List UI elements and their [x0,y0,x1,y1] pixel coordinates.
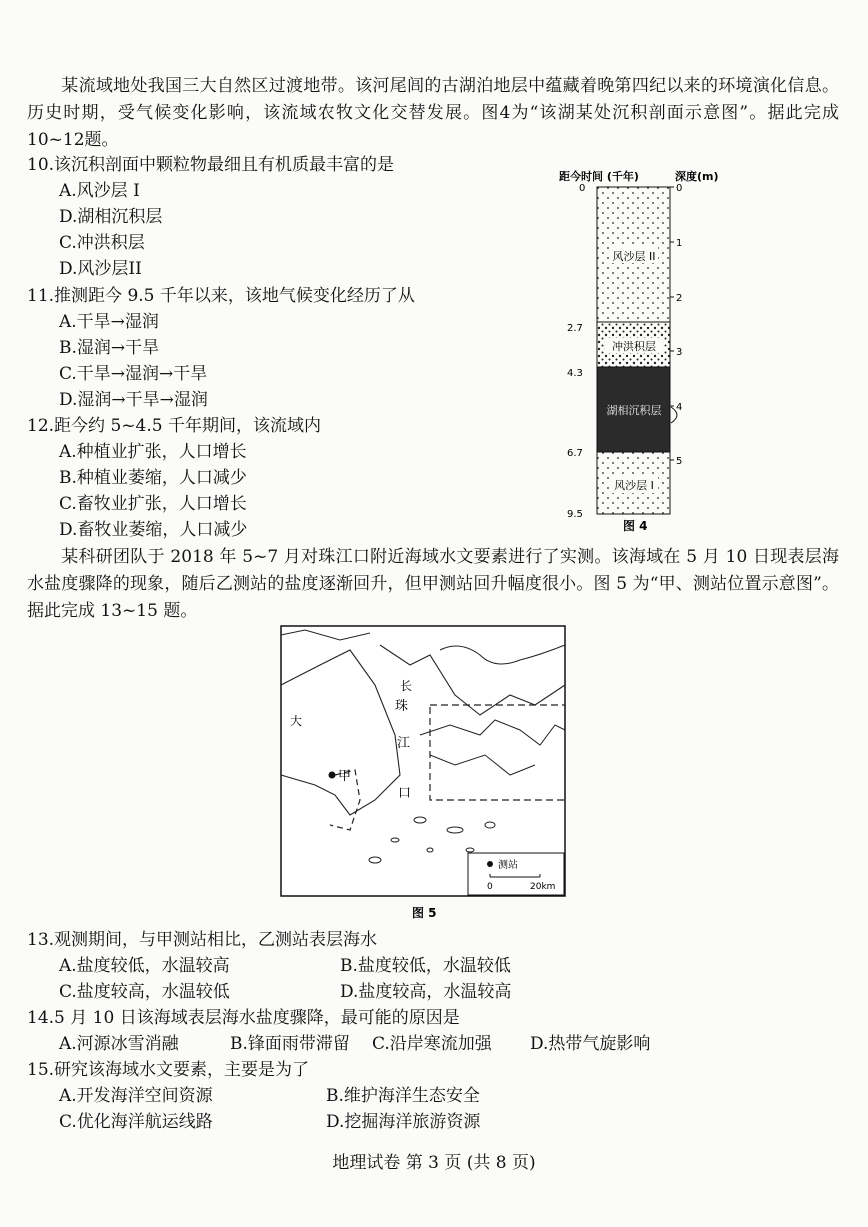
question-13-option-b: B.盐度较低，水温较低 [340,956,511,976]
question-14-stem: 14.5 月 10 日该海域表层海水盐度骤降，最可能的原因是 [27,1008,460,1028]
question-15-option-d: D.挖掘海洋旅游资源 [326,1112,481,1132]
label-sand-1: 风沙层 I [614,479,654,492]
question-11-option-a: A.干旱→湿润 [59,312,159,332]
passage-1 [27,73,839,154]
question-11-option-b: B.湿润→干旱 [59,338,160,358]
depth-tick-3: 3 [676,347,683,358]
map-char-chang: 长 [400,679,413,693]
question-12-option-b: B.种植业萎缩，人口减少 [59,468,247,488]
fig4-right-header: 深度(m) [675,170,719,183]
question-10-option-b: D.湖相沉积层 [59,207,163,227]
river-char-1: 珠 [395,699,409,714]
scale-length: 20km [530,882,556,892]
station-jia-label: 甲 [338,769,352,784]
station-jia-marker [329,772,336,779]
time-tick-0: 0 [579,183,586,194]
depth-tick-4: 4 [676,402,683,413]
passage-2-text: 某科研团队于 2018 年 5~7 月对珠江口附近海域水文要素进行了实测。该海域在 5 月 10 日现表层海水盐度骤降的现象，随后乙测站的盐度逐渐回升，但甲测站回升幅度很小。图 5 为“甲、测站位置示意图”。据此完成 13~15 题。 [27,547,839,621]
question-14-option-b: B.锋面雨带滞留 [230,1034,350,1054]
question-12-option-d: D.畜牧业萎缩，人口减少 [59,520,248,540]
question-15-option-b: B.维护海洋生态安全 [326,1086,480,1106]
depth-tick-1: 1 [676,238,683,249]
scale-zero: 0 [487,882,493,892]
depth-tick-0: 0 [676,183,683,194]
question-14-option-c: C.沿岸寒流加强 [372,1034,492,1054]
fig4-caption: 图 4 [623,519,648,533]
time-tick-2-7: 2.7 [567,323,583,334]
figure-5-station-map [280,625,568,925]
legend-station-label: 测站 [498,860,518,871]
label-lake: 湖相沉积层 [606,404,662,417]
river-char-2: 江 [397,736,411,751]
question-12-option-c: C.畜牧业扩张，人口增长 [59,494,247,514]
question-13-stem: 13.观测期间，与甲测站相比，乙测站表层海水 [27,930,378,950]
label-sand-2: 风沙层 II [612,250,656,263]
question-10-option-a: A.风沙层 I [59,181,140,201]
question-11-stem: 11.推测距今 9.5 千年以来，该地气候变化经历了从 [27,286,415,306]
question-13-option-a: A.盐度较低，水温较高 [59,956,230,976]
question-11-option-d: D.湿润→干旱→湿润 [59,390,208,410]
question-14-option-d: D.热带气旋影响 [530,1034,651,1054]
time-tick-6-7: 6.7 [567,448,583,459]
question-13-option-c: C.盐度较高，水温较低 [59,982,230,1002]
question-15-option-a: A.开发海洋空间资源 [59,1086,213,1106]
river-char-3: 口 [398,786,412,801]
fig5-caption: 图 5 [412,906,437,920]
time-tick-4-3: 4.3 [567,368,583,379]
label-alluvial: 冲洪积层 [612,340,656,353]
question-15-stem: 15.研究该海域水文要素，主要是为了 [27,1060,310,1080]
question-15-option-c: C.优化海洋航运线路 [59,1112,213,1132]
question-13-option-d: D.盐度较高，水温较高 [340,982,512,1002]
figure-4-sediment-profile [555,165,725,535]
question-14-option-a: A.河源冰雪消融 [59,1034,179,1054]
question-10-stem: 10.该沉积剖面中颗粒物最细且有机质最丰富的是 [27,155,395,175]
map-char-da: 大 [290,714,303,728]
fig4-left-header: 距今时间 (千年) [559,170,639,183]
passage-1-text: 某流域地处我国三大自然区过渡地带。该河尾闾的古湖泊地层中蕴藏着晚第四纪以来的环境演化信息。历史时期，受气候变化影响，该流域农牧文化交替发展。图4为“该湖某处沉积剖面示意图”。据此完成10~12题。 [27,76,839,150]
question-10-option-d: D.风沙层II [59,259,142,279]
depth-tick-2: 2 [676,293,683,304]
passage-2 [27,544,839,625]
page-footer: 地理试卷 第 3 页 (共 8 页) [332,1153,536,1173]
time-tick-9-5: 9.5 [567,509,583,520]
question-12-option-a: A.种植业扩张，人口增长 [59,442,247,462]
question-10-option-c: C.冲洪积层 [59,233,145,253]
depth-tick-5: 5 [676,456,683,467]
question-12-stem: 12.距今约 5~4.5 千年期间，该流域内 [27,416,321,436]
question-11-option-c: C.干旱→湿润→干旱 [59,364,208,384]
legend-station-marker [487,861,493,867]
